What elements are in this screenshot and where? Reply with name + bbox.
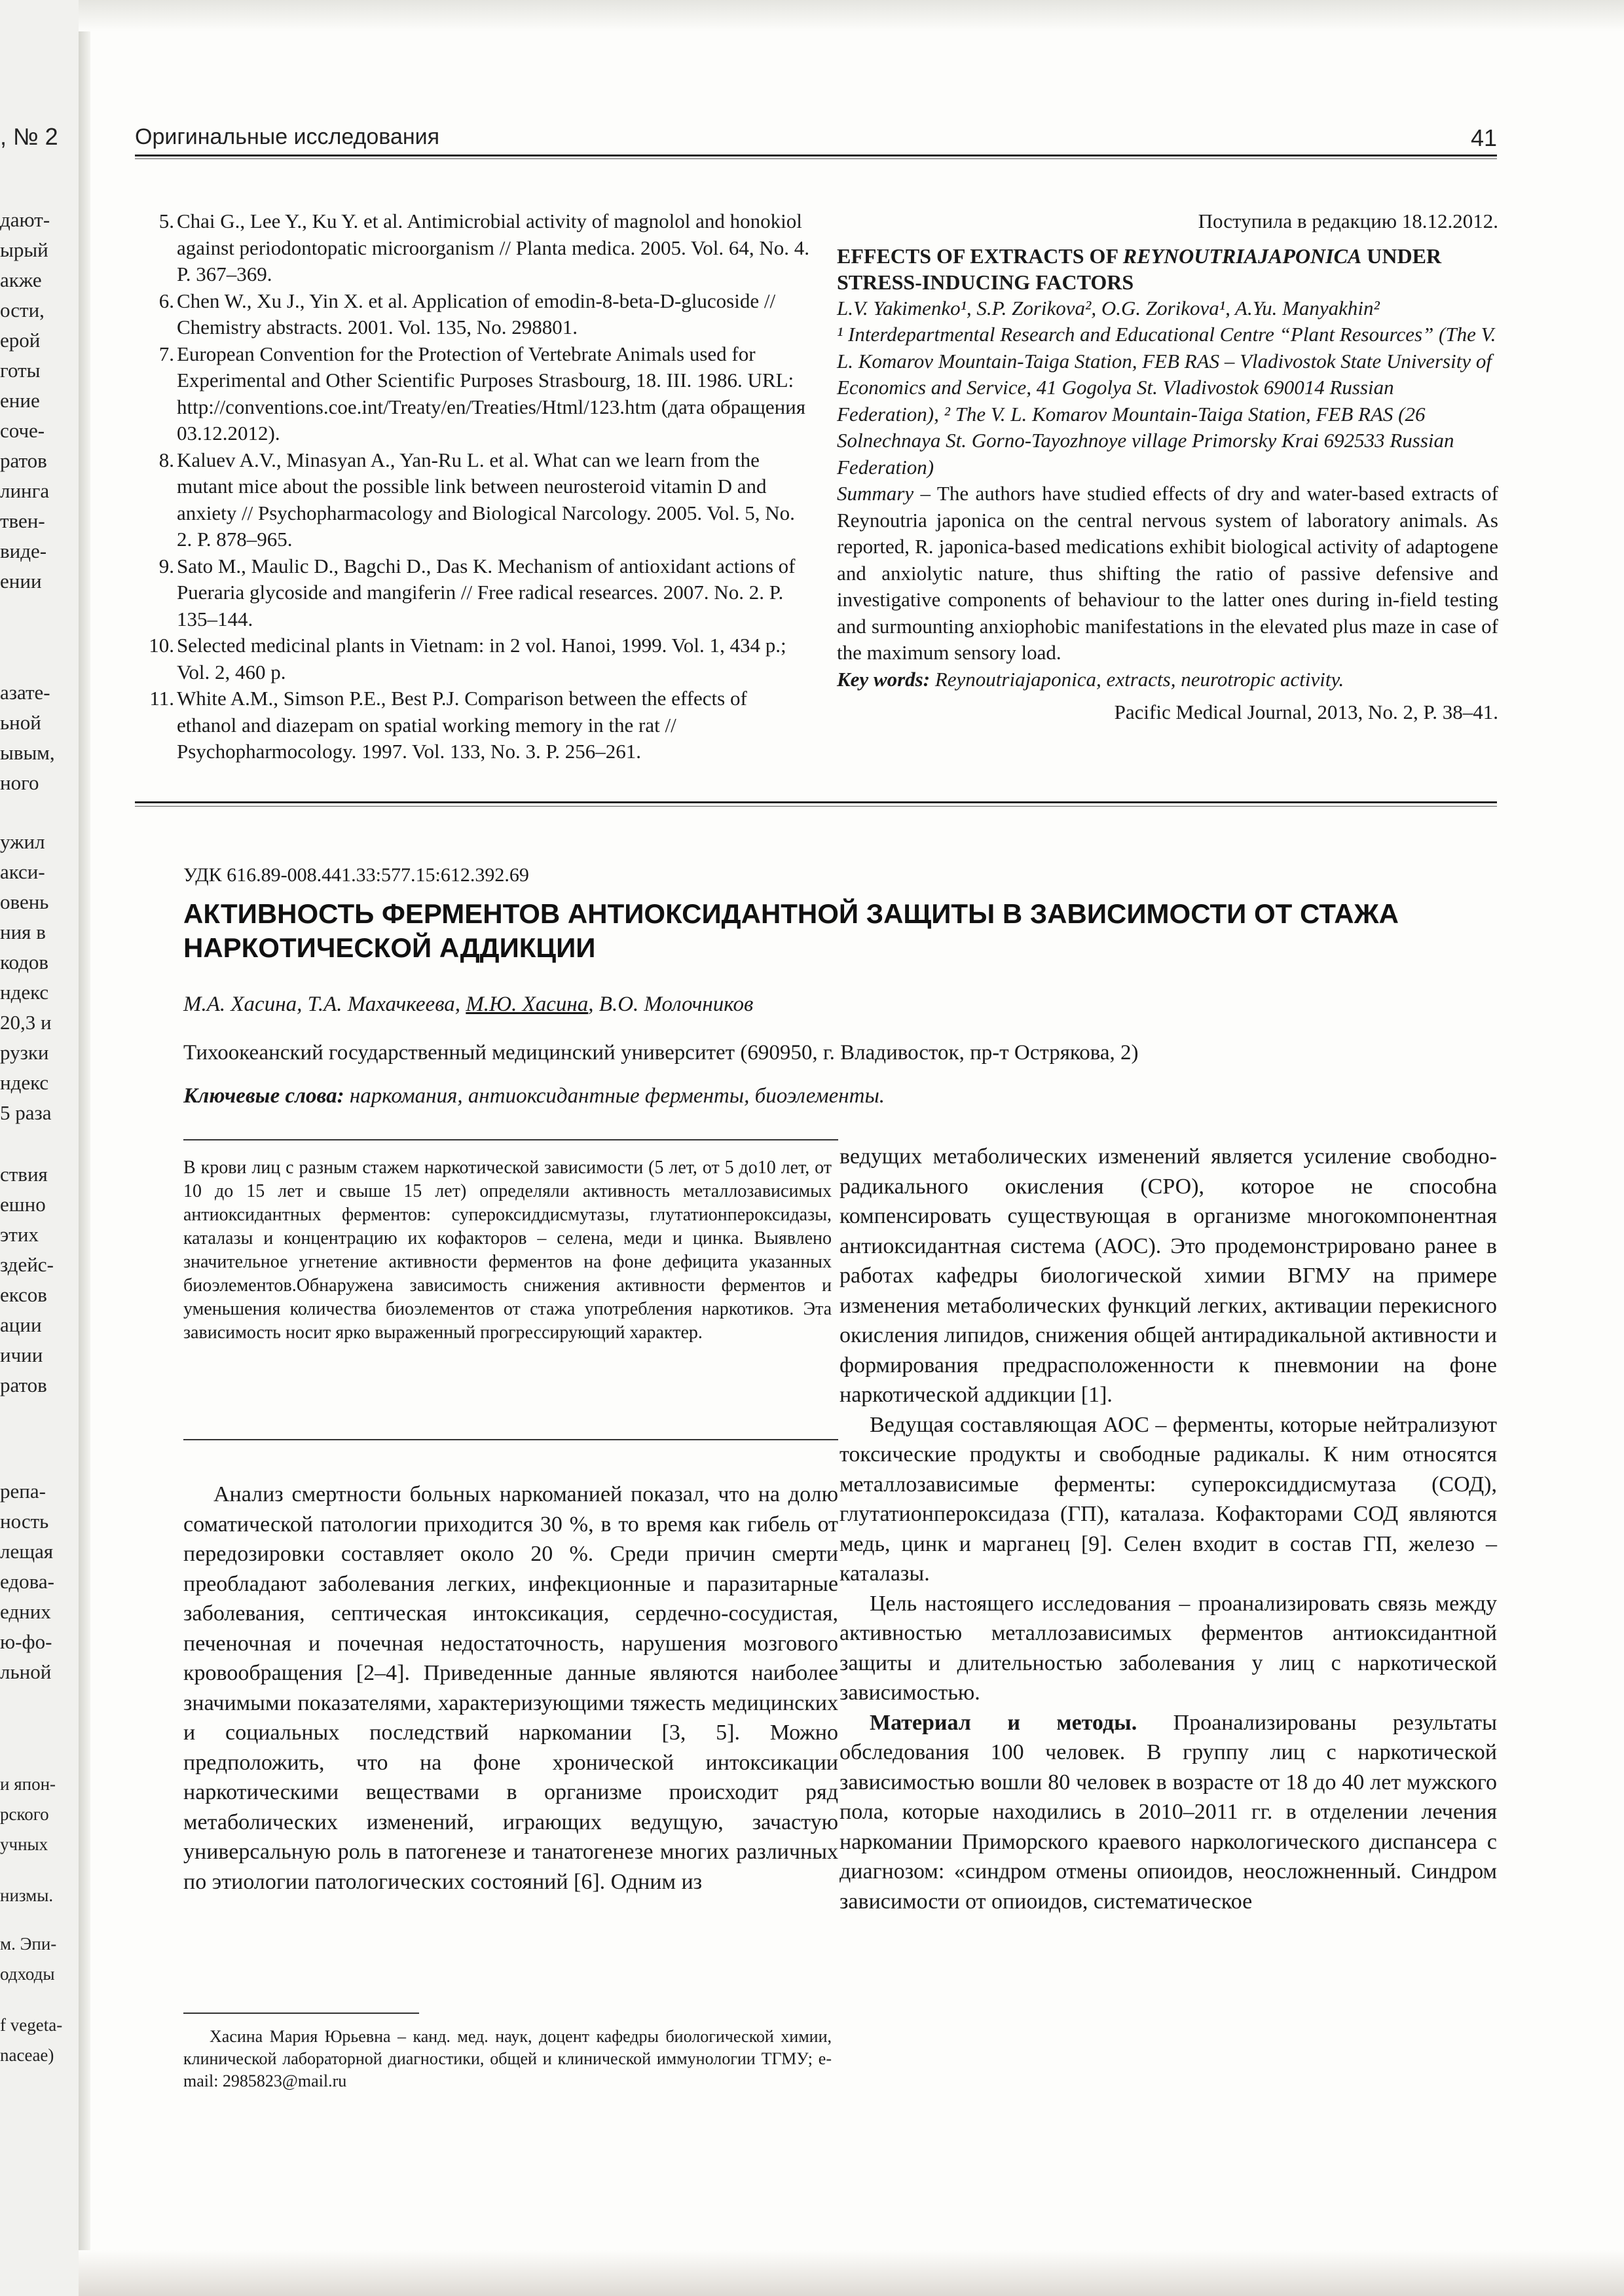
section-title: Оригинальные исследования bbox=[135, 124, 440, 149]
english-authors: L.V. Yakimenko¹, S.P. Zorikova², O.G. Zorikova¹, A.Yu. Manyakhin² bbox=[837, 296, 1380, 319]
adjacent-page-fragment: низмы. bbox=[0, 1886, 54, 1905]
author-footnote: Хасина Мария Юрьевна – канд. мед. наук, доцент кафедры биологической химии, клинической лабораторной диагностики, общей и клинической иммунологии ТГМУ; e-mail: 2985823@mail.ru bbox=[183, 2027, 832, 2090]
adjacent-page-fragment: лещая bbox=[0, 1540, 54, 1563]
adjacent-page-fragment: линга bbox=[0, 479, 50, 502]
adjacent-page-fragment: рузки bbox=[0, 1041, 49, 1064]
adjacent-page-fragment: ного bbox=[0, 771, 39, 794]
adjacent-page-fragment: здейс- bbox=[0, 1253, 54, 1276]
adjacent-page-fragment: одходы bbox=[0, 1964, 55, 1984]
adjacent-page-fragment: льной bbox=[0, 1660, 52, 1683]
adjacent-page-fragment: рского bbox=[0, 1804, 49, 1824]
header-rule-thin bbox=[135, 158, 1497, 159]
adjacent-page-fragment: 20,3 и bbox=[0, 1011, 52, 1034]
methods-paragraph: Материал и методы. Проанализированы результаты обследования 100 человек. В группу лиц с наркотической зависимостью вошли 80 человек в возрасте от 18 до 40 лет мужского пола, которые находились в 2010–2011 гг. в отделении лечения наркомании Приморского краевого наркологического диспансера с диагнозом: «синдром отмены опиоидов, неосложненный. Синдром зависимости от опиоидов, систематическое bbox=[840, 1710, 1497, 1914]
adjacent-page-fragment: ю-фо- bbox=[0, 1630, 52, 1653]
adjacent-page-fragment: репа- bbox=[0, 1480, 46, 1503]
reference-item: 10. Selected medicinal plants in Vietnam: in 2 vol. Hanoi, 1999. Vol. 1, 434 p.; Vol. 2, 460 p. bbox=[149, 634, 786, 683]
body-column-right bbox=[840, 1142, 1497, 1916]
body-column-left bbox=[183, 1480, 838, 1897]
adjacent-page-fragment: 5 раза bbox=[0, 1101, 52, 1124]
english-abstract bbox=[837, 208, 1498, 726]
adjacent-page-fragment: ратов bbox=[0, 449, 47, 472]
adjacent-page-fragment: ерой bbox=[0, 329, 41, 352]
article-authors: М.А. Хасина, Т.А. Махачкеева, М.Ю. Хасина, В.О. Молочников bbox=[183, 993, 754, 1016]
adjacent-page-fragment: ужил bbox=[0, 830, 45, 853]
article-separator-rule-thin bbox=[135, 806, 1497, 807]
reference-item: 8. Kaluev A.V., Minasyan A., Yan-Ru L. et al. What can we learn from the mutant mice about the possible link between neurosteroid vitamin D and anxiety // Psychopharmacology and Biological Narcology. 2005. Vol. 5, No. 2. P. 878–965. bbox=[158, 448, 795, 551]
article-title: АКТИВНОСТЬ ФЕРМЕНТОВ АНТИОКСИДАНТНОЙ ЗАЩИТЫ В ЗАВИСИМОСТИ ОТ СТАЖА НАРКОТИЧЕСКОЙ АДДИКЦИИ bbox=[183, 898, 1399, 963]
english-title: EFFECTS OF EXTRACTS OF REYNOUTRIAJAPONICA UNDER STRESS-INDUCING FACTORS bbox=[837, 244, 1442, 294]
reference-item: 6. Chen W., Xu J., Yin X. et al. Application of emodin-8-beta-D-glucoside // Chemistry abstracts. 2001. Vol. 135, No. 298801. bbox=[158, 289, 776, 338]
adjacent-page-fragment: акси- bbox=[0, 860, 45, 883]
adjacent-page-fragment: едова- bbox=[0, 1570, 54, 1593]
adjacent-page-fragment: ырый bbox=[0, 238, 48, 261]
page-spine-shadow bbox=[79, 0, 90, 2296]
adjacent-page-fragment: ьной bbox=[0, 711, 41, 734]
adjacent-page-fragment: акже bbox=[0, 268, 42, 291]
adjacent-page-fragment: дают- bbox=[0, 208, 50, 231]
bottom-scan-shadow bbox=[79, 2250, 1624, 2296]
adjacent-page-fragment: ексов bbox=[0, 1283, 47, 1306]
adjacent-page-fragment: ндекс bbox=[0, 981, 49, 1004]
body-paragraph: ведущих метаболических изменений является усиление свободно-радикального окисления (СРО), которое не способна компенсировать существующая в организме многокомпонентная антиоксидантная система (АОС). Это продемонстрировано ранее в работах кафедры биологической химии ВГМУ на примере изменения метаболических функций легких, активации перекисного окисления липидов, снижения общей антирадикальной активности и формирования предрасположенности к пневмонии на фоне наркотической аддикции [1]. bbox=[840, 1144, 1497, 1407]
adjacent-page-fragment: ости, bbox=[0, 299, 45, 321]
citation: Pacific Medical Journal, 2013, No. 2, P. 38–41. bbox=[1114, 701, 1498, 723]
received-date: Поступила в редакцию 18.12.2012. bbox=[1198, 210, 1498, 232]
adjacent-page-fragment: учных bbox=[0, 1834, 48, 1854]
body-paragraph: Ведущая составляющая АОС – ферменты, которые нейтрализуют токсические продукты и свободные радикалы. К ним относятся металлозависимые ферменты: супероксиддисмутаза (СОД), глутатионпероксидаза (ГП), каталаза. Кофакторами СОД являются медь, цинк и марганец [9]. Селен входит в состав ГП, железо – каталазы. bbox=[840, 1412, 1497, 1586]
top-scan-shadow bbox=[79, 0, 1624, 31]
adjacent-page-fragment: м. Эпи- bbox=[0, 1934, 57, 1954]
running-head bbox=[135, 124, 1497, 156]
reference-item: 11. White A.M., Simson P.E., Best P.J. Comparison between the effects of ethanol and diazepam on spatial working memory in the rat // Psychopharmocology. 1997. Vol. 133, No. 3. P. 256–261. bbox=[149, 687, 747, 763]
body-paragraph: Цель настоящего исследования – проанализировать связь между активностью металлозависимых ферментов антиоксидантной защиты и длительностью заболевания у лиц с наркотической зависимостью. bbox=[840, 1591, 1497, 1705]
adjacent-page-fragment: едних bbox=[0, 1600, 51, 1623]
adjacent-page-fragment: ность bbox=[0, 1510, 49, 1533]
english-affiliation: ¹ Interdepartmental Research and Educational Centre “Plant Resources” (The V. L. Komarov Mountain-Taiga Station, FEB RAS – Vladivostok State University of Economics and Service, 41 Gogolya St. Vladivostok 690014 Russian Federation), ² The V. L. Komarov Mountain-Taiga Station, FEB RAS (26 Solnechnaya St. Gorno-Tayozhnoye village Primorsky Krai 692533 Russian Federation) bbox=[837, 323, 1496, 479]
adjacent-page-fragment: naceae) bbox=[0, 2045, 54, 2065]
adjacent-page-fragment: ндекс bbox=[0, 1071, 49, 1094]
adjacent-page-fragment: ратов bbox=[0, 1374, 47, 1396]
adjacent-page-issue: , № 2 bbox=[0, 123, 58, 150]
adjacent-page-fragment: ение bbox=[0, 389, 40, 412]
header-rule bbox=[135, 155, 1497, 156]
adjacent-page-fragment: готы bbox=[0, 359, 41, 382]
abstract-rule-bottom bbox=[183, 1439, 838, 1440]
adjacent-page-fragment: овень bbox=[0, 890, 49, 913]
footnote-rule bbox=[183, 2013, 419, 2014]
adjacent-page-fragment: ешно bbox=[0, 1193, 46, 1216]
udk-code: УДК 616.89-008.441.33:577.15:612.392.69 bbox=[183, 864, 529, 886]
article-separator-rule bbox=[135, 801, 1497, 803]
adjacent-page-fragment: ния в bbox=[0, 920, 46, 943]
article-affiliation: Тихоокеанский государственный медицинский университет (690950, г. Владивосток, пр-т Острякова, 2) bbox=[183, 1041, 1139, 1065]
adjacent-page-fragment: твен- bbox=[0, 509, 45, 532]
reference-item: 7. European Convention for the Protection of Vertebrate Animals used for Experimental and Other Scientific Purposes Strasbourg, 18. III. 1986. URL: http://conventions.coe.int/Treaty/en/Treaties/Html/123.htm (дата обращения 03.12.2012). bbox=[158, 342, 806, 445]
reference-list bbox=[143, 208, 811, 765]
adjacent-page-fragment: f vegeta- bbox=[0, 2015, 63, 2035]
adjacent-page-fragment: этих bbox=[0, 1223, 39, 1246]
abstract-rule-top bbox=[183, 1139, 838, 1140]
body-paragraph: Анализ смертности больных наркоманией показал, что на долю соматической патологии приходится 30 %, в то время как гибель от передозировки составляет около 20 %. Среди причин смерти преобладают заболевания легких, инфекционные и паразитарные заболевания, септическая интоксикация, сердечно-сосудистая, печеночная и почечная недостаточность, нарушения мозгового кровообращения [2–4]. Приведенные данные являются наиболее значимыми показателями, характеризующими тяжесть медицинских и социальных последствий наркомании [3, 5]. Можно предположить, что на фоне хронической интоксикации наркотическими веществами в организме происходит ряд метаболических изменений, играющих ведущую, зачастую универсальную роль в патогенезе и танатогенезе многих различных по этиологии патологических состояний [6]. Одним из bbox=[183, 1482, 838, 1894]
reference-item: 9. Sato M., Maulic D., Bagchi D., Das K. Mechanism of antioxidant actions of Pueraria glycoside and mangiferin // Free radical researces. 2007. No. 2. P. 135–144. bbox=[158, 554, 796, 630]
adjacent-page-fragment: кодов bbox=[0, 951, 49, 974]
adjacent-page-fragment: ствия bbox=[0, 1163, 48, 1186]
adjacent-page-fragment: ичии bbox=[0, 1343, 43, 1366]
adjacent-page-fragment: соче- bbox=[0, 419, 45, 442]
adjacent-page-fragment: ывым, bbox=[0, 741, 55, 764]
page-number: 41 bbox=[1470, 124, 1497, 151]
reference-item: 5. Chai G., Lee Y., Ku Y. et al. Antimicrobial activity of magnolol and honokiol against periodontopatic microorganism // Planta medica. 2005. Vol. 64, No. 4. P. 367–369. bbox=[158, 210, 810, 285]
article-abstract: В крови лиц с разным стажем наркотической зависимости (5 лет, от 5 до10 лет, от 10 до 15 лет и свыше 15 лет) определяли активность металлозависимых антиоксидантных ферментов: супероксиддисмутазы, глутатионпероксидазы, каталазы и концентрацию их кофакторов – селена, меди и цинка. Выявлено значительное угнетение активности ферментов на фоне дефицита указанных биоэлементов.Обнаружена зависимость снижения активности ферментов и уменьшения количества биоэлементов от стажа употребления наркотиков. Эта зависимость носит ярко выраженный прогрессирующий характер. bbox=[183, 1157, 832, 1343]
adjacent-page-fragment: виде- bbox=[0, 539, 47, 562]
adjacent-page-edge bbox=[0, 0, 79, 2296]
adjacent-page-fragment: азате- bbox=[0, 681, 50, 704]
english-keywords: Key words: Reynoutriajaponica, extracts, neurotropic activity. bbox=[837, 667, 1344, 691]
article-keywords: Ключевые слова: наркомания, антиоксидантные ферменты, биоэлементы. bbox=[183, 1084, 885, 1108]
english-summary: Summary – The authors have studied effects of dry and water-based extracts of Reynoutria japonica on the central nervous system of laboratory animals. As reported, R. japonica-based medications exhibit biological activity of adaptogene and anxiolytic nature, thus shifting the ratio of passive defensive and investigative components of behaviour to the latter ones during in-field testing and surmounting anxiophobic manifestations in the elevated plus maze in case of the maximum sensory load. bbox=[837, 482, 1498, 664]
adjacent-page-fragment: ации bbox=[0, 1313, 42, 1336]
adjacent-page-fragment: и япон- bbox=[0, 1774, 56, 1794]
adjacent-page-fragment: ении bbox=[0, 570, 42, 592]
